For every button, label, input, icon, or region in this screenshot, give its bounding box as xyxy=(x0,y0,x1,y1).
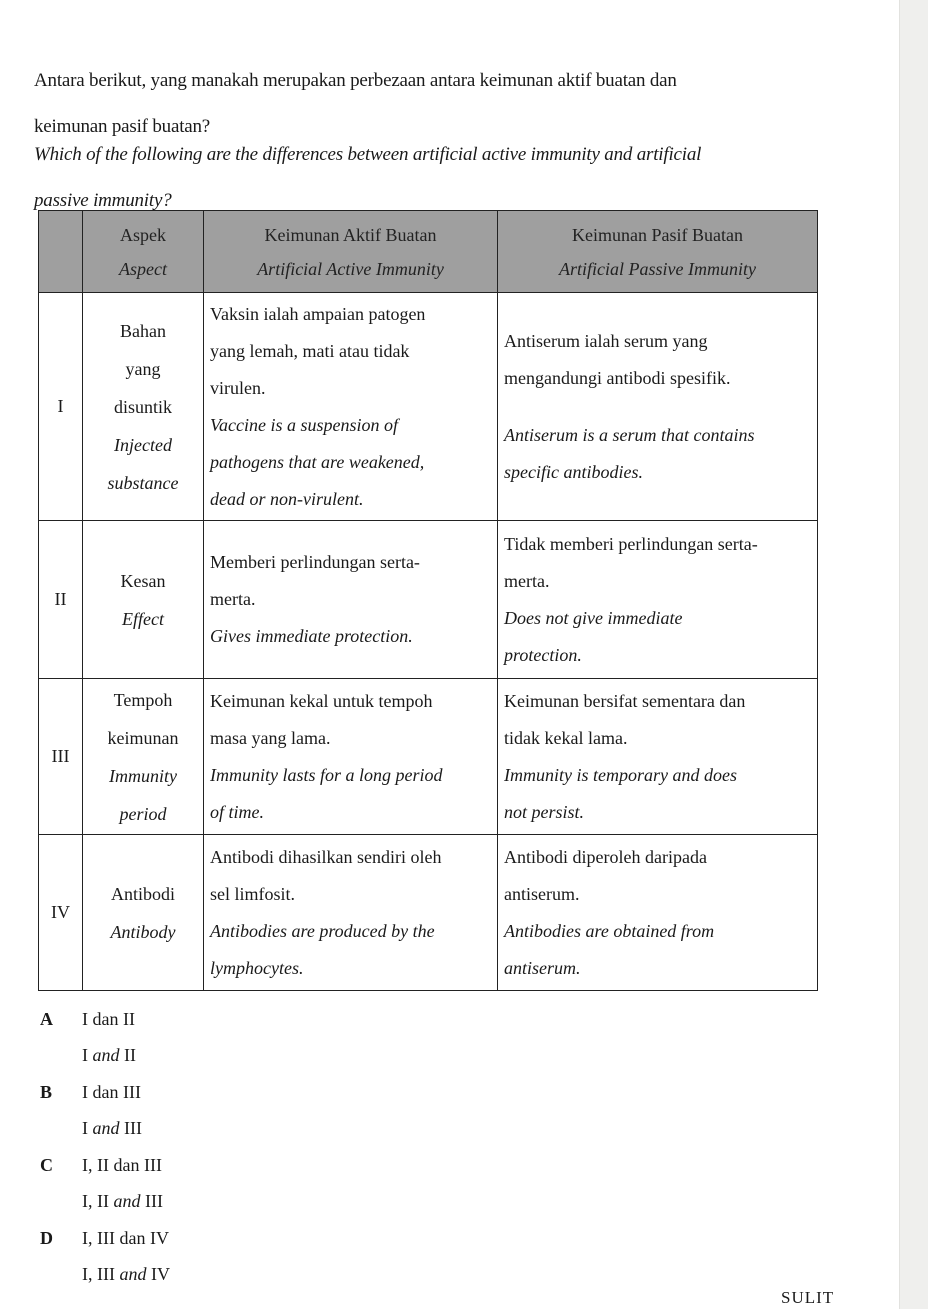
row-passive-cell xyxy=(498,521,818,679)
row-number: IV xyxy=(39,835,83,991)
passive-en-line: Immunity is temporary and does xyxy=(504,764,737,785)
header-active-cell xyxy=(204,211,498,293)
row-passive-cell xyxy=(498,835,818,991)
aspect-ms-line: disuntik xyxy=(113,396,172,417)
option-text-en xyxy=(82,1191,163,1212)
question-text-en-line2: passive immunity? xyxy=(34,190,172,211)
active-en-line: of time. xyxy=(210,801,264,822)
passive-ms-line: tidak kekal lama. xyxy=(504,727,628,748)
table-row xyxy=(39,521,818,679)
header-number-cell xyxy=(39,211,83,293)
row-number: II xyxy=(39,521,83,679)
spacer xyxy=(504,397,811,417)
row-number: III xyxy=(39,679,83,835)
active-ms-line: yang lemah, mati atau tidak xyxy=(210,340,410,361)
active-en-line: Antibodies are produced by the xyxy=(210,920,435,941)
question-text-en-line1: Which of the following are the differences between artificial active immunity and artificial xyxy=(34,144,702,165)
row-aspect xyxy=(83,835,204,991)
option-letter: B xyxy=(40,1082,53,1102)
option-en-and: and xyxy=(92,1045,120,1065)
passive-en-line: antiserum. xyxy=(504,957,581,978)
table-header-row xyxy=(39,211,818,293)
passive-en-line: not persist. xyxy=(504,801,585,822)
option-text-en xyxy=(82,1118,142,1139)
active-ms-line: sel limfosit. xyxy=(210,883,295,904)
aspect-en-line: Injected xyxy=(114,434,172,455)
footer-label: SULIT xyxy=(781,1288,835,1307)
header-passive-ms: Keimunan Pasif Buatan xyxy=(572,224,743,245)
passive-ms-line: Antiserum ialah serum yang xyxy=(504,330,708,351)
passive-ms-line: Antibodi diperoleh daripada xyxy=(504,846,707,867)
row-active-cell xyxy=(204,293,498,521)
option-en-part: III xyxy=(124,1118,142,1138)
aspect-ms-line: Antibodi xyxy=(110,883,175,904)
option-text-en xyxy=(82,1264,170,1285)
header-aspect-en: Aspect xyxy=(119,258,167,279)
aspect-en-line: period xyxy=(119,803,167,824)
aspect-en-line: substance xyxy=(107,472,179,493)
row-active-cell xyxy=(204,835,498,991)
passive-en-line: Does not give immediate xyxy=(504,607,683,628)
table-row xyxy=(39,679,818,835)
row-number: I xyxy=(39,293,83,521)
active-en-line: Immunity lasts for a long period xyxy=(210,764,443,785)
header-active-en: Artificial Active Immunity xyxy=(257,258,444,279)
passive-ms-line: mengandungi antibodi spesifik. xyxy=(504,367,731,388)
aspect-en-line: Immunity xyxy=(109,765,177,786)
passive-en-line: specific antibodies. xyxy=(504,461,643,482)
option-en-part: I xyxy=(82,1118,88,1138)
option-en-and: and xyxy=(113,1191,141,1211)
table-row xyxy=(39,293,818,521)
aspect-ms-line: keimunan xyxy=(107,727,179,748)
header-aspect-ms: Aspek xyxy=(120,224,166,245)
option-en-and: and xyxy=(92,1118,120,1138)
comparison-table xyxy=(38,210,818,991)
row-aspect xyxy=(83,521,204,679)
passive-ms-line: antiserum. xyxy=(504,883,580,904)
active-ms-line: Keimunan kekal untuk tempoh xyxy=(210,690,433,711)
passive-ms-line: Keimunan bersifat sementara dan xyxy=(504,690,746,711)
aspect-ms-line: Bahan xyxy=(120,320,166,341)
row-aspect xyxy=(83,679,204,835)
option-text-ms: I dan III xyxy=(82,1082,141,1102)
passive-ms-line: merta. xyxy=(504,570,550,591)
row-aspect xyxy=(83,293,204,521)
question-text-ms-line1: Antara berikut, yang manakah merupakan perbezaan antara keimunan aktif buatan dan xyxy=(34,70,677,91)
question-text-ms-line2: keimunan pasif buatan? xyxy=(34,116,211,137)
aspect-ms-line: Tempoh xyxy=(113,689,173,710)
option-en-part: II xyxy=(124,1045,136,1065)
active-ms-line: Antibodi dihasilkan sendiri oleh xyxy=(210,846,442,867)
option-en-and: and xyxy=(119,1264,147,1284)
aspect-en-line: Effect xyxy=(122,608,164,629)
aspect-ms-line: Kesan xyxy=(120,570,166,591)
passive-en-line: protection. xyxy=(504,644,582,665)
option-letter: A xyxy=(40,1009,53,1029)
passive-ms-line: Tidak memberi perlindungan serta- xyxy=(504,533,758,554)
active-ms-line: masa yang lama. xyxy=(210,727,331,748)
row-active-cell xyxy=(204,521,498,679)
active-ms-line: merta. xyxy=(210,589,256,609)
active-en-line: lymphocytes. xyxy=(210,957,304,978)
option-en-part: I xyxy=(82,1045,88,1065)
option-text-en xyxy=(82,1045,136,1066)
active-en-line: Vaccine is a suspension of xyxy=(210,414,398,435)
option-en-part: III xyxy=(144,1191,163,1211)
active-en-line: Gives immediate protection. xyxy=(210,626,413,646)
option-en-part: IV xyxy=(150,1264,170,1284)
option-en-part: I, III xyxy=(82,1264,115,1284)
option-letter: C xyxy=(40,1155,53,1175)
passive-en-line: Antibodies are obtained from xyxy=(504,920,715,941)
aspect-ms-line: yang xyxy=(125,358,161,379)
active-ms-line: virulen. xyxy=(210,377,266,398)
header-aspect-cell xyxy=(83,211,204,293)
row-passive-cell xyxy=(498,293,818,521)
active-en-line: pathogens that are weakened, xyxy=(210,451,425,472)
option-letter: D xyxy=(40,1228,53,1248)
page-edge-strip xyxy=(899,0,928,1309)
option-en-part: I, II xyxy=(82,1191,109,1211)
option-text-ms: I, II dan III xyxy=(82,1155,162,1175)
active-ms-line: Vaksin ialah ampaian patogen xyxy=(210,303,426,324)
header-passive-en: Artificial Passive Immunity xyxy=(559,258,756,279)
table-row xyxy=(39,835,818,991)
active-ms-line: Memberi perlindungan serta- xyxy=(210,552,420,572)
row-passive-cell xyxy=(498,679,818,835)
passive-en-line: Antiserum is a serum that contains xyxy=(504,424,755,445)
header-passive-cell xyxy=(498,211,818,293)
option-text-ms: I, III dan IV xyxy=(82,1228,169,1248)
active-en-line: dead or non-virulent. xyxy=(210,488,364,509)
option-text-ms: I dan II xyxy=(82,1009,135,1029)
row-active-cell xyxy=(204,679,498,835)
aspect-en-line: Antibody xyxy=(110,921,176,942)
header-active-ms: Keimunan Aktif Buatan xyxy=(264,224,437,245)
